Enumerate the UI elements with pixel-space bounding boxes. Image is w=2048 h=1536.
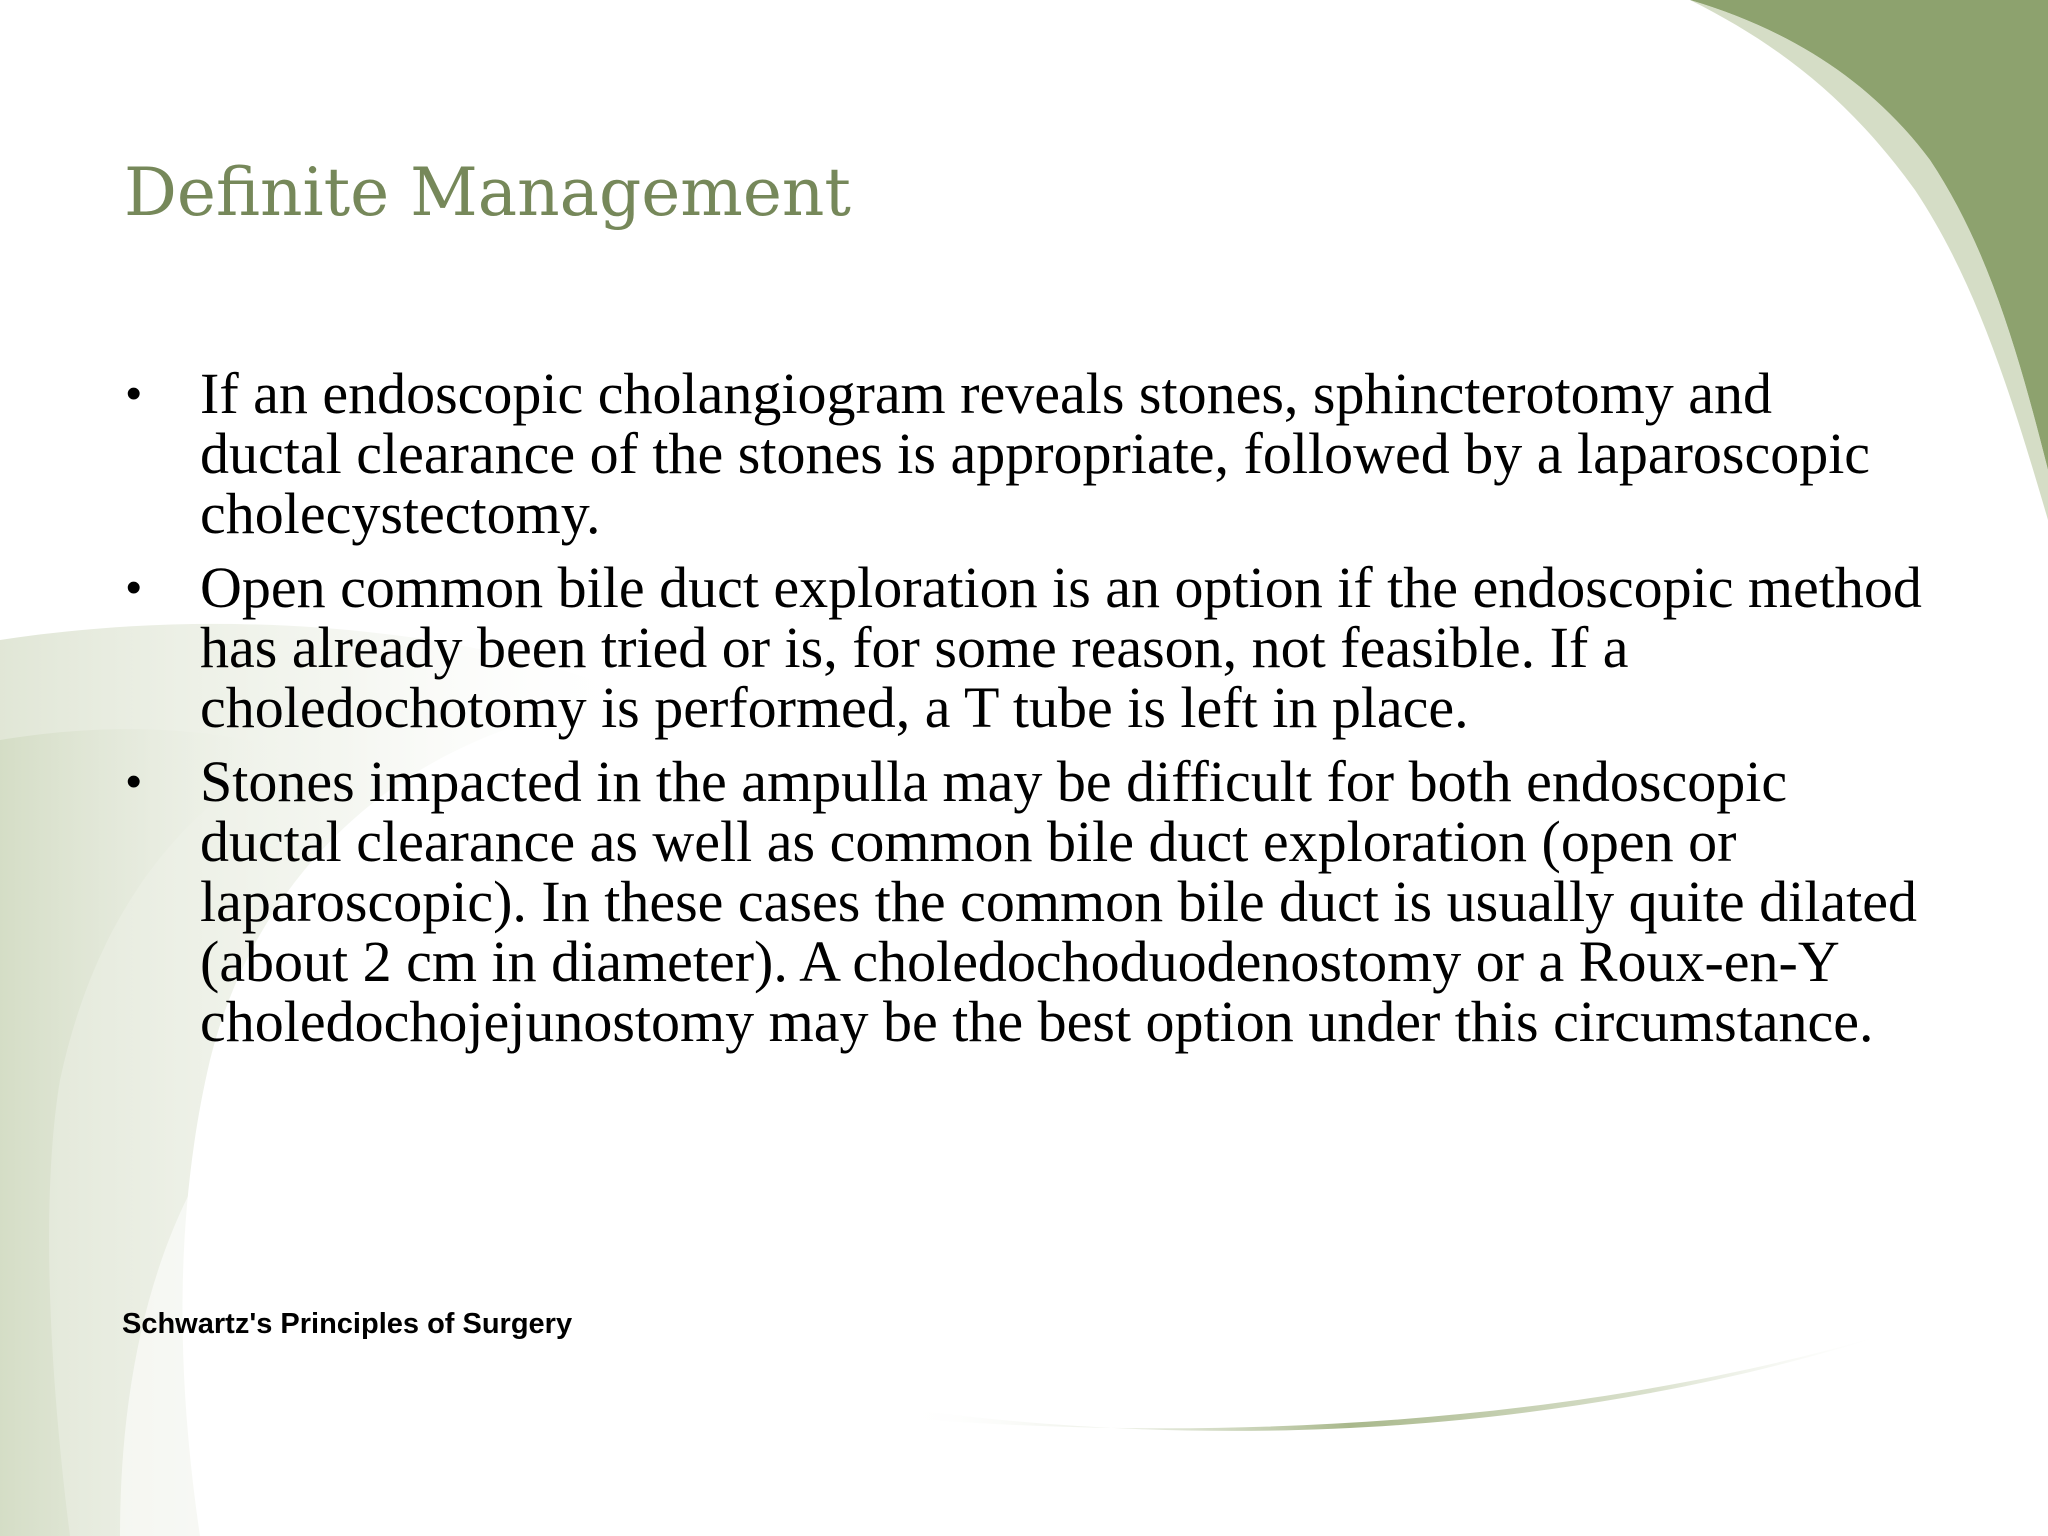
source-citation: Schwartz's Principles of Surgery	[122, 1308, 573, 1340]
bullet-text: Open common bile duct exploration is an option if the endoscopic method has already been tried or is, for some reason, not feasible. If a choledochotomy is performed, a T tube is left in place.	[200, 555, 1922, 740]
bullet-item	[124, 361, 1924, 546]
slide-title: Definite Management	[124, 154, 851, 231]
bullet-marker: •	[126, 369, 142, 418]
bullet-marker: •	[126, 563, 142, 612]
bullet-list	[124, 361, 1924, 1066]
bullet-text: Stones impacted in the ampulla may be difficult for both endoscopic ductal clearance as well as common bile duct exploration (open or laparoscopic). In these cases the common bile duct is usually quite dilated (about 2 cm in diameter). A choledochoduodenostomy or a Roux-en-Y choledochojejunostomy may be the best option under this circumstance.	[200, 749, 1917, 1054]
bullet-marker: •	[126, 757, 142, 806]
bullet-item	[124, 555, 1924, 740]
bullet-item	[124, 749, 1924, 1054]
bullet-text: If an endoscopic cholangiogram reveals stones, sphincterotomy and ductal clearance of the stones is appropriate, followed by a laparoscopic cholecystectomy.	[200, 361, 1871, 546]
